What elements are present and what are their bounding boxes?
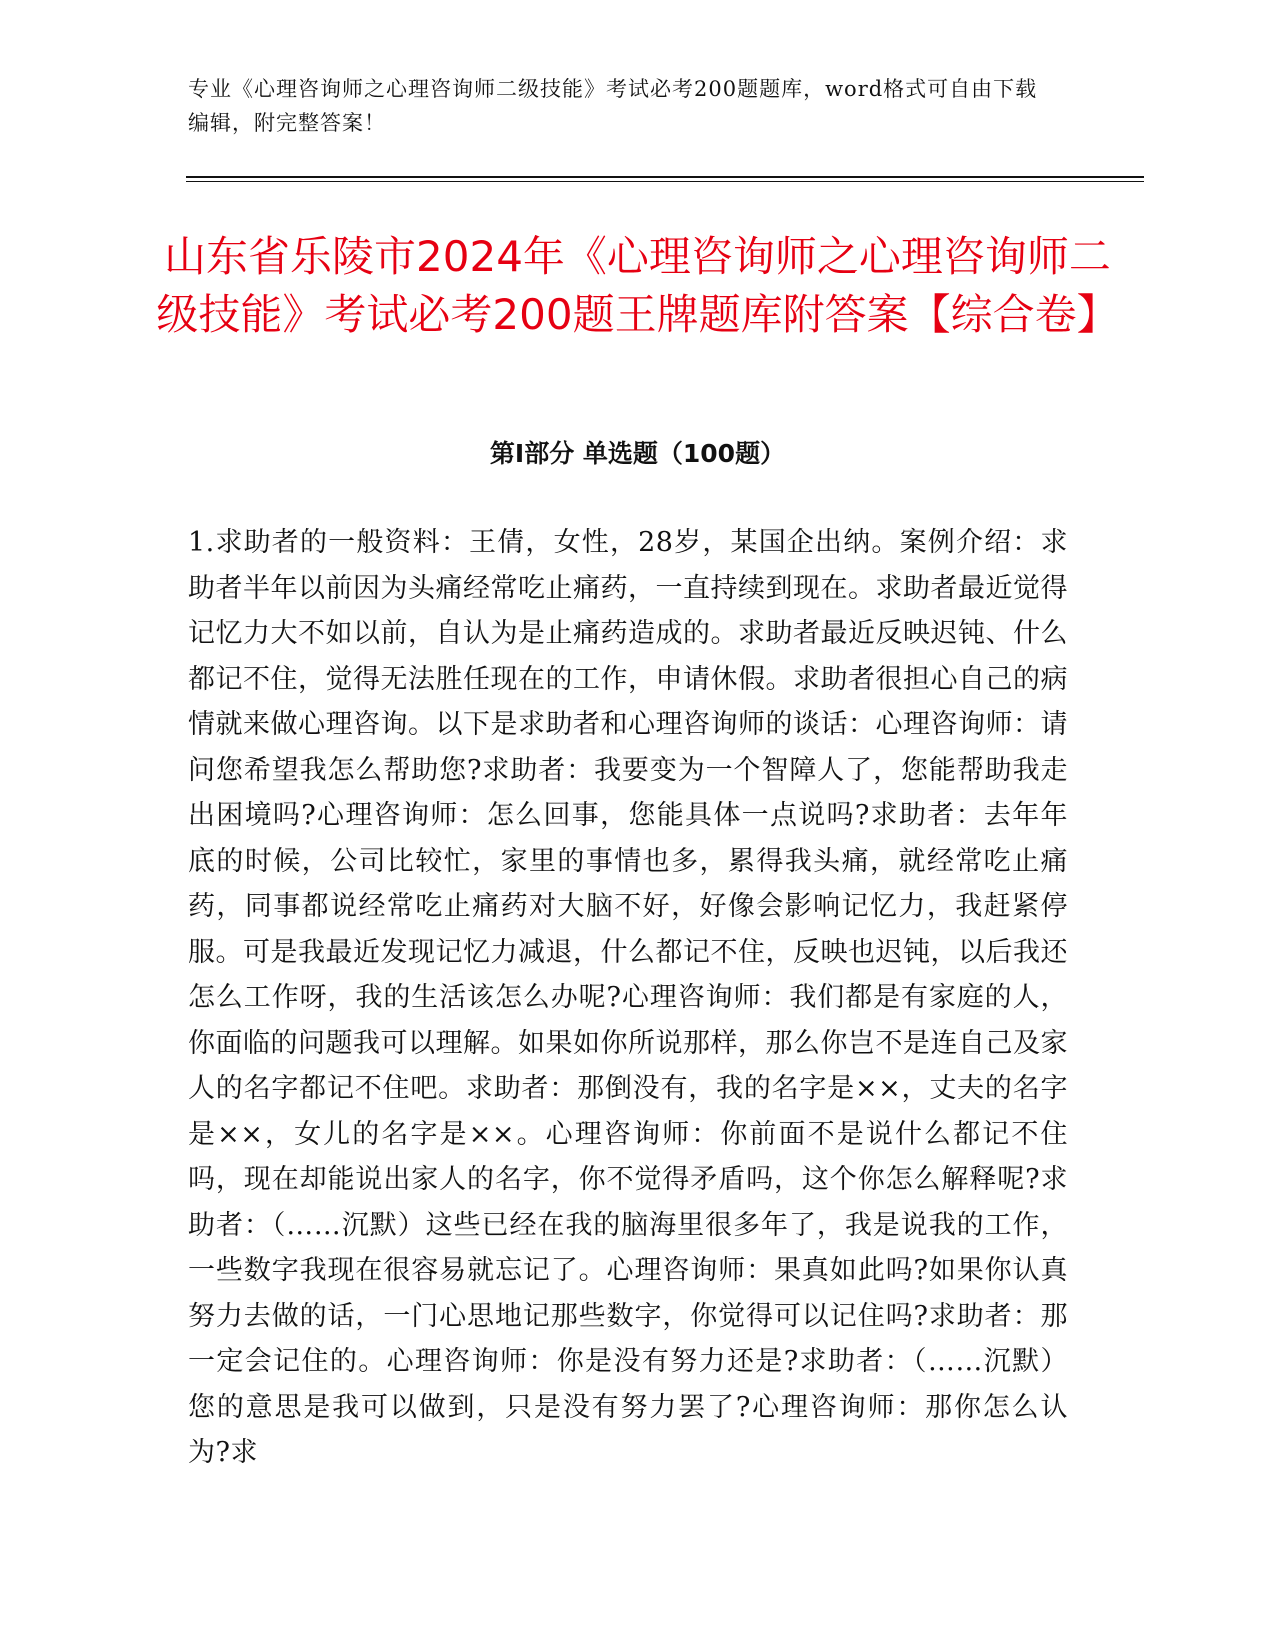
header-rule-thick — [186, 176, 1144, 178]
section-heading: 第Ⅰ部分 单选题（100题） — [489, 439, 786, 468]
document-title: 山东省乐陵市2024年《心理咨询师之心理咨询师二级技能》考试必考200题王牌题库附答案【综合卷】 — [156, 232, 1119, 339]
header-rule-thin — [186, 181, 1144, 182]
header-note: 专业《心理咨询师之心理咨询师二级技能》考试必考200题题库，word格式可自由下载编辑，附完整答案！ — [188, 77, 1038, 135]
question-1-text: 1.求助者的一般资料：王倩，女性，28岁，某国企出纳。案例介绍：求助者半年以前因为头痛经常吃止痛药，一直持续到现在。求助者最近觉得记忆力大不如以前，自认为是止痛药造成的。求助者最近反映迟钝、什么都记不住，觉得无法胜任现在的工作，申请休假。求助者很担心自己的病情就来做心理咨询。以下是求助者和心理咨询师的谈话：心理咨询师：请问您希望我怎么帮助您?求助者：我要变为一个智障人了，您能帮助我走出困境吗?心理咨询师：怎么回事，您能具体一点说吗?求助者：去年年底的时候，公司比较忙，家里的事情也多，累得我头痛，就经常吃止痛药，同事都说经常吃止痛药对大脑不好，好像会影响记忆力，我赶紧停服。可是我最近发现记忆力减退，什么都记不住，反映也迟钝，以后我还怎么工作呀，我的生活该怎么办呢?心理咨询师：我们都是有家庭的人，你面临的问题我可以理解。如果如你所说那样，那么你岂不是连自己及家人的名字都记不住吧。求助者：那倒没有，我的名字是××，丈夫的名字是××，女儿的名字是××。心理咨询师：你前面不是说什么都记不住吗，现在却能说出家人的名字，你不觉得矛盾吗，这个你怎么解释呢?求助者：（……沉默）这些已经在我的脑海里很多年了，我是说我的工作，一些数字我现在很容易就忘记了。心理咨询师：果真如此吗?如果你认真努力去做的话，一门心思地记那些数字，你觉得可以记住吗?求助者：那一定会记住的。心理咨询师：你是没有努力还是?求助者：（……沉默）您的意思是我可以做到，只是没有努力罢了?心理咨询师：那你怎么认为?求 — [188, 527, 1068, 1468]
